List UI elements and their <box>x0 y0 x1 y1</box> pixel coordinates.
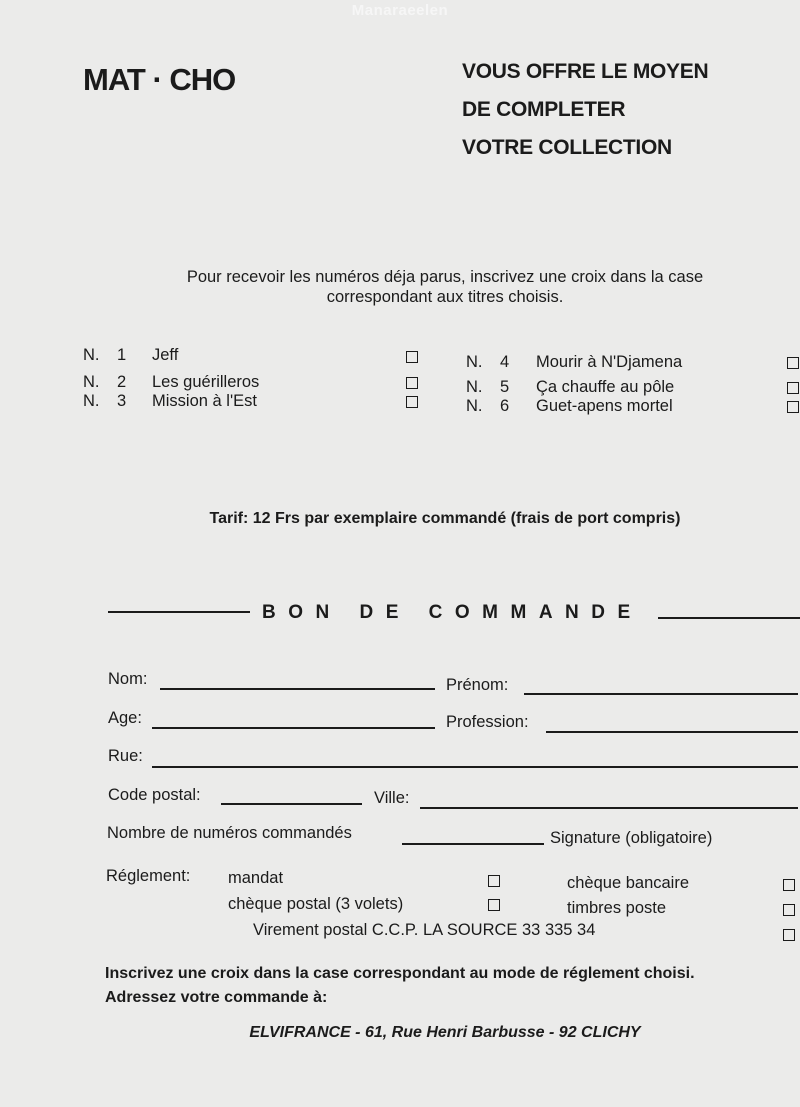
issue-checkbox-3[interactable] <box>406 396 418 408</box>
ville-field[interactable] <box>420 807 798 809</box>
issue-checkbox-1[interactable] <box>406 351 418 363</box>
title-rule-left <box>108 611 250 613</box>
intro-text-line-1: Pour recevoir les numéros déja parus, inscrivez une croix dans la case <box>186 268 704 286</box>
issue-title: Ça chauffe au pôle <box>536 378 675 396</box>
issue-prefix: N. <box>466 353 483 371</box>
issue-checkbox-4[interactable] <box>787 357 799 369</box>
tarif-text: Tarif: 12 Frs par exemplaire commandé (frais de port compris) <box>209 510 681 527</box>
issue-prefix: N. <box>83 392 100 410</box>
signature-label: Signature (obligatoire) <box>550 829 713 847</box>
issue-title: Mourir à N'Djamena <box>536 353 683 371</box>
issue-prefix: N. <box>466 378 483 396</box>
issue-title: Guet-apens mortel <box>536 397 673 415</box>
issue-title: Les guérilleros <box>152 373 260 391</box>
issue-number: 3 <box>117 392 127 410</box>
issue-prefix: N. <box>466 397 483 415</box>
ville-label: Ville: <box>374 789 410 807</box>
issue-prefix: N. <box>83 373 100 391</box>
payment-timbres-label: timbres poste <box>567 899 667 917</box>
prenom-label: Prénom: <box>446 676 509 694</box>
prenom-field[interactable] <box>524 693 798 695</box>
payment-mandat-checkbox[interactable] <box>488 875 500 887</box>
publisher-address: ELVIFRANCE - 61, Rue Henri Barbusse - 92 CLICHY <box>249 1024 641 1041</box>
payment-cheque-bancaire-label: chèque bancaire <box>567 874 690 892</box>
offer-line-2: DE COMPLETER <box>462 98 626 121</box>
issue-number: 5 <box>500 378 510 396</box>
profession-field[interactable] <box>546 731 798 733</box>
address-intro: Adressez votre commande à: <box>105 989 328 1006</box>
issue-number: 1 <box>117 346 127 364</box>
title-rule-right <box>658 617 800 619</box>
payment-mandat-label: mandat <box>228 869 284 887</box>
code-postal-label: Code postal: <box>108 786 201 804</box>
nom-field[interactable] <box>160 688 435 690</box>
nombre-field[interactable] <box>402 843 544 845</box>
order-form-title: BON DE COMMANDE <box>262 602 643 623</box>
issue-number: 6 <box>500 397 510 415</box>
rue-label: Rue: <box>108 747 143 765</box>
offer-line-1: VOUS OFFRE LE MOYEN <box>462 60 709 83</box>
payment-cheque-postal-checkbox[interactable] <box>488 899 500 911</box>
offer-line-3: VOTRE COLLECTION <box>462 136 672 159</box>
reglement-label: Réglement: <box>106 867 191 885</box>
age-field[interactable] <box>152 727 435 729</box>
age-label: Age: <box>108 709 142 727</box>
payment-virement-label: Virement postal C.C.P. LA SOURCE 33 335 34 <box>253 921 596 939</box>
instruction-note: Inscrivez une croix dans la case correspondant au mode de réglement choisi. <box>105 965 695 982</box>
profession-label: Profession: <box>446 713 529 731</box>
issue-title: Mission à l'Est <box>152 392 257 410</box>
nom-label: Nom: <box>108 670 148 688</box>
issue-prefix: N. <box>83 346 100 364</box>
intro-text-line-2: correspondant aux titres choisis. <box>326 288 564 306</box>
issue-checkbox-5[interactable] <box>787 382 799 394</box>
payment-cheque-bancaire-checkbox[interactable] <box>783 879 795 891</box>
watermark: Manaraeelen <box>351 2 449 19</box>
code-postal-field[interactable] <box>221 803 362 805</box>
payment-timbres-checkbox[interactable] <box>783 904 795 916</box>
payment-cheque-postal-label: chèque postal (3 volets) <box>228 895 404 913</box>
rue-field[interactable] <box>152 766 798 768</box>
payment-virement-checkbox[interactable] <box>783 929 795 941</box>
issue-checkbox-2[interactable] <box>406 377 418 389</box>
issue-checkbox-6[interactable] <box>787 401 799 413</box>
brand-title: MAT · CHO <box>83 62 236 97</box>
issue-title: Jeff <box>152 346 179 364</box>
issue-number: 2 <box>117 373 127 391</box>
issue-number: 4 <box>500 353 510 371</box>
nombre-label: Nombre de numéros commandés <box>107 824 352 842</box>
